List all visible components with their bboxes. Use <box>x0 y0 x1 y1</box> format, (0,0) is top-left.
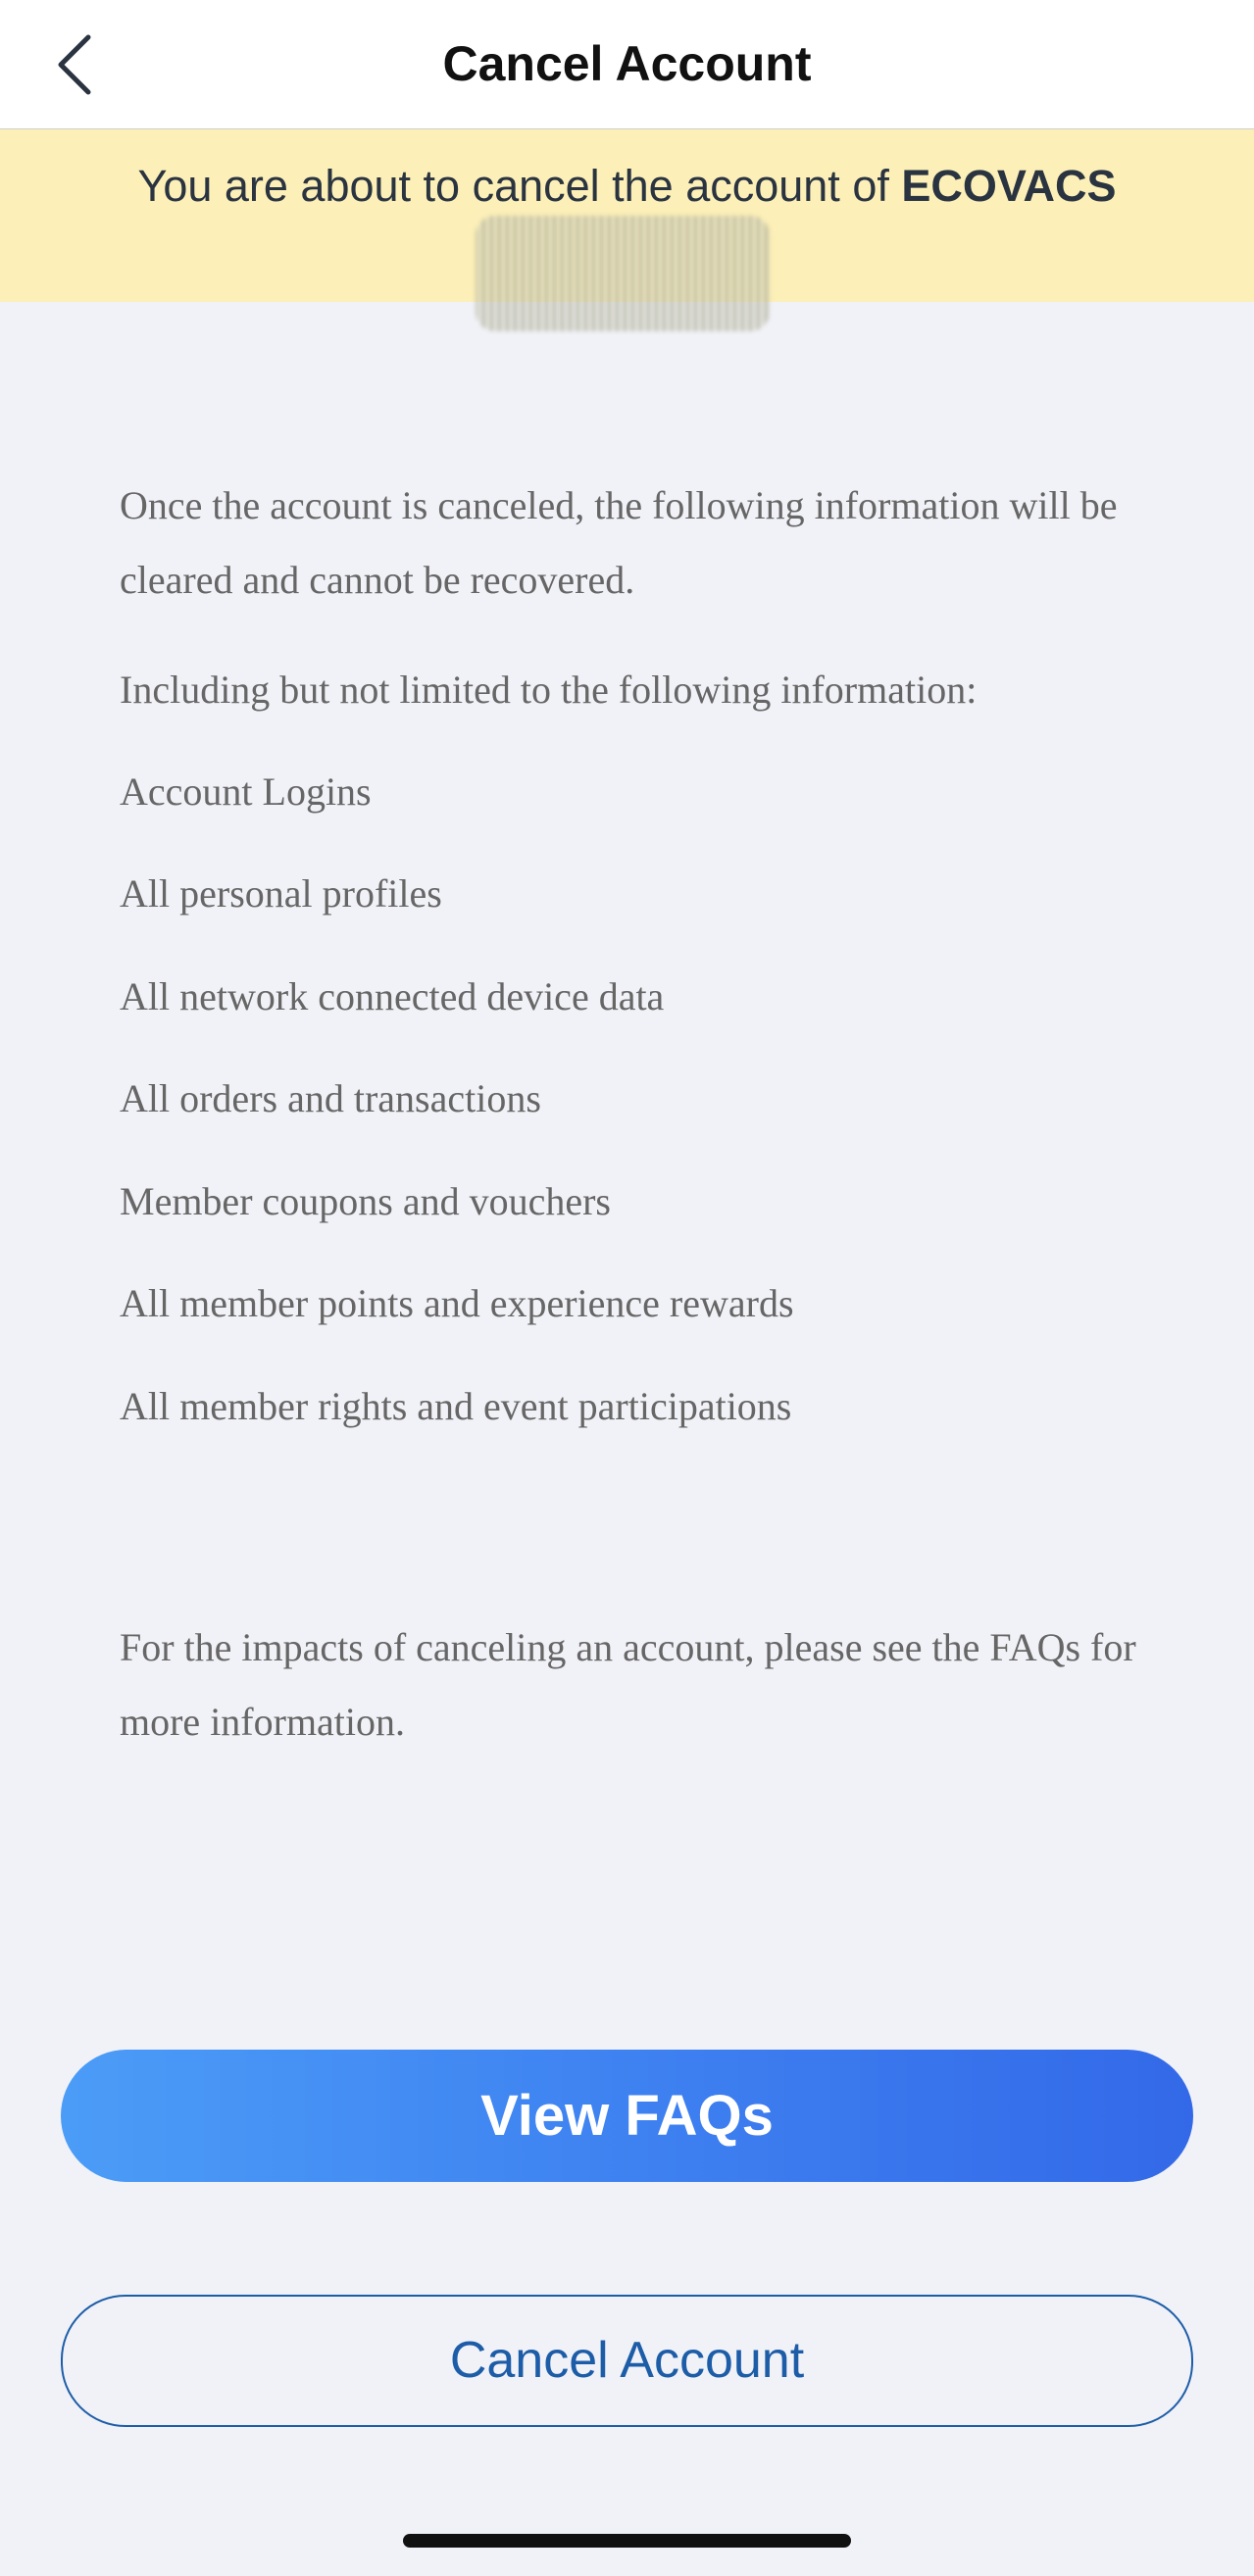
list-item: All network connected device data <box>120 974 665 1018</box>
home-indicator[interactable] <box>403 2534 851 2548</box>
redacted-account-name <box>476 216 770 331</box>
including-statement: Including but not limited to the following information: <box>120 668 978 712</box>
back-button[interactable] <box>39 20 118 108</box>
list-item: All member points and experience rewards <box>120 1281 794 1325</box>
cancel-account-button[interactable]: Cancel Account <box>61 2295 1193 2427</box>
page-title: Cancel Account <box>442 36 812 91</box>
navigation-bar <box>0 0 1254 129</box>
chevron-left-icon <box>39 20 118 108</box>
view-faqs-button[interactable]: View FAQs <box>61 2050 1193 2182</box>
faq-note: For the impacts of canceling an account, please see the FAQs for more information. <box>120 1625 1136 1744</box>
list-item: Account Logins <box>120 769 372 814</box>
notice-prefix: You are about to cancel the account of <box>137 161 902 211</box>
account-notice-banner <box>0 129 1254 302</box>
list-item: All personal profiles <box>120 871 442 916</box>
notice-text <box>0 161 1254 212</box>
list-item: All member rights and event participations <box>120 1384 792 1428</box>
notice-brand: ECOVACS <box>901 161 1117 211</box>
info-intro: Once the account is canceled, the following information will be cleared and cannot be recovered. <box>120 483 1118 602</box>
list-item: All orders and transactions <box>120 1076 541 1120</box>
list-item: Member coupons and vouchers <box>120 1179 611 1223</box>
